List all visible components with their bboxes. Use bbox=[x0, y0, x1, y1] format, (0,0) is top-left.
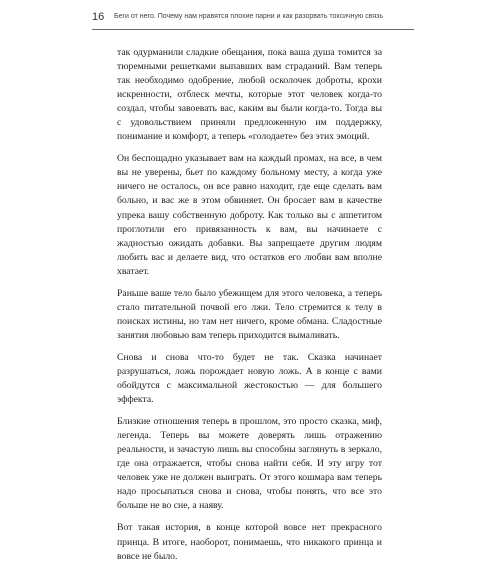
running-header bbox=[92, 5, 414, 30]
body-text bbox=[117, 46, 382, 572]
paragraph: Снова и снова что-то будет не так. Сказка начинает разрушаться, ложь порождает новую ложь. А в конце с вами обойдутся с максимальной жестокостью — для большего эффекта. bbox=[117, 351, 382, 406]
paragraph: Он беспощадно указывает вам на каждый промах, на все, в чем вы не уверены, бьет по каждому больному месту, а когда уже ничего не осталось, он все равно находит, где еще сделать вам больно, и вас же в этом обвиняет. Он бросает вам в качестве упрека вашу собственную доброту. Как только вы с аппетитом проглотили его привязанность к вам, вы начинаете с жадностью ожидать добавки. Вы запрещаете другим людям любить вас и делаете вид, что остатков его любви вам вполне хватает. bbox=[117, 153, 382, 277]
running-title: Беги от него. Почему нам нравятся плохие парни и как разорвать токсичную связь bbox=[114, 13, 383, 20]
paragraph: Вот такая история, в конце которой вовсе нет прекрасного принца. В итоге, наоборот, понимаешь, что никакого принца и вовсе не было. bbox=[117, 522, 382, 562]
paragraph: Близкие отношения теперь в прошлом, это просто сказка, миф, легенда. Теперь вы можете доверять лишь отражению реальности, и зачастую лишь вы способны заглянуть в зеркало, где она отражается, чтобы снова найти себя. И эту игру тот человек уже не должен выиграть. От этого кошмара вам теперь надо просыпаться снова и снова, чтобы понять, что все это больше не во сне, а наяву. bbox=[117, 416, 382, 512]
page-number: 16 bbox=[92, 11, 105, 23]
paragraph: Раньше ваше тело было убежищем для этого человека, а теперь стало питательной почвой его лжи. Тело стремится к телу в поисках истины, но там нет ничего, кроме обмана. Сладостные занятия любовью вам теперь приходится вымаливать. bbox=[117, 287, 382, 341]
paragraph: так одурманили сладкие обещания, пока ваша душа томится за тюремными решетками выпавших вам страданий. Вам теперь так необходимо одобрение, любой осколочек доброты, крохи искренности, отблеск мечты, которые этот человек когда-то создал, чтобы завоевать вас, каким вы были когда-то. Тогда вы с удовольствием приняли предложенную им поддержку, понимание и комфорт, а теперь «голодаете» без этих эмоций. bbox=[117, 47, 382, 143]
